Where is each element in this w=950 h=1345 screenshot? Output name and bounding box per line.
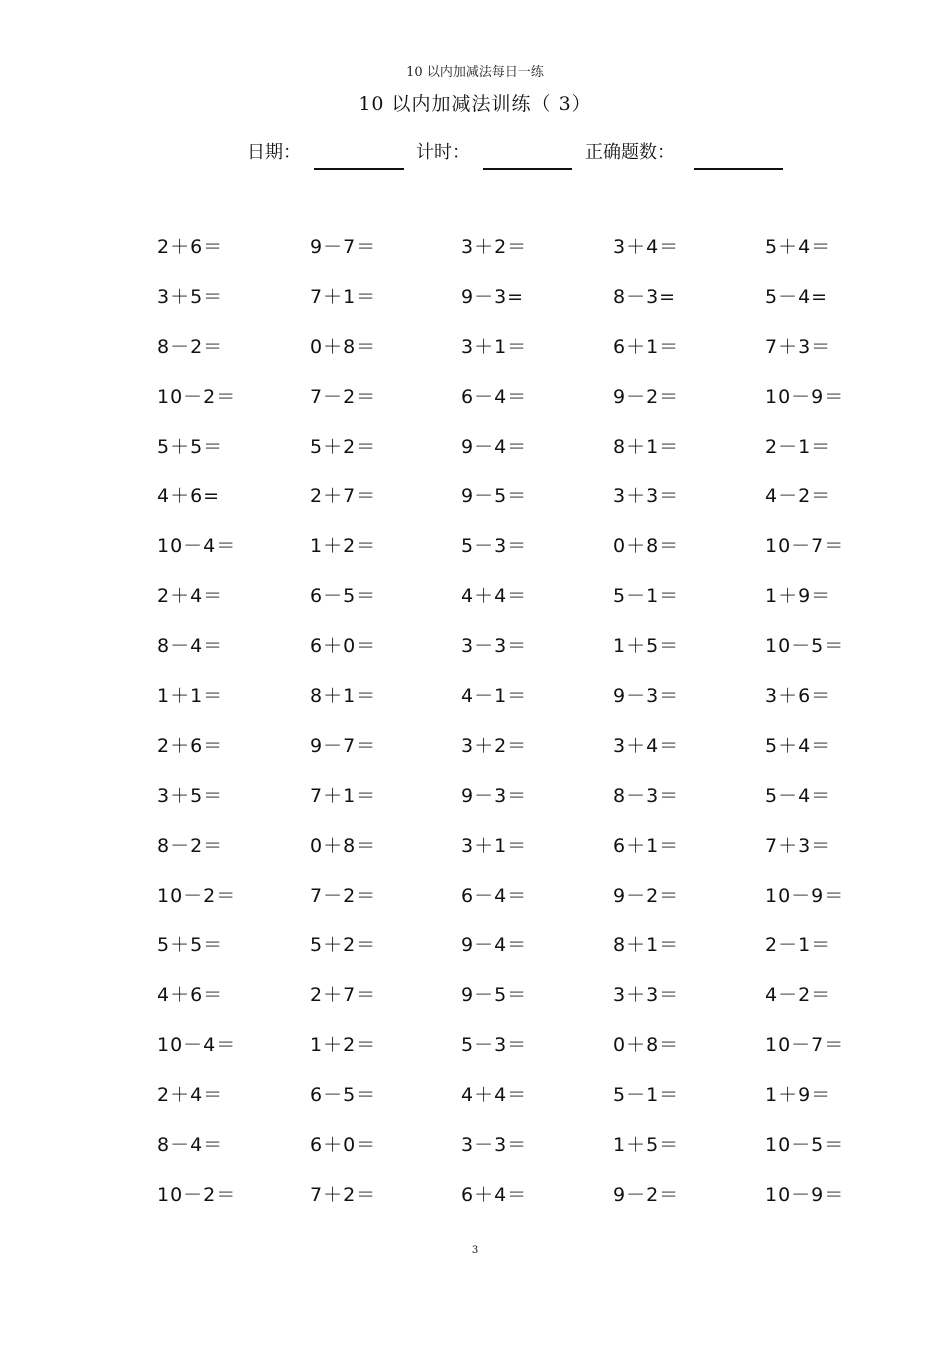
correct-count-blank xyxy=(694,168,783,170)
problem-cell: 2＋7＝ xyxy=(310,984,377,1007)
problem-row xyxy=(0,581,950,631)
problem-cell: 7＋1＝ xyxy=(310,784,377,807)
problem-cell: 7＋3＝ xyxy=(765,335,832,358)
problem-cell: 8－4＝ xyxy=(157,635,224,658)
problem-cell: 3＋6＝ xyxy=(765,685,832,708)
problem-cell: 6＋1＝ xyxy=(613,834,680,857)
problem-cell: 2＋4＝ xyxy=(157,1084,224,1107)
problem-row xyxy=(0,781,950,831)
problem-cell: 5－1＝ xyxy=(613,585,680,608)
problem-cell: 1＋5＝ xyxy=(613,1134,680,1157)
problem-cell: 10－7＝ xyxy=(765,1034,845,1057)
problem-cell: 2－1＝ xyxy=(765,435,832,458)
problem-row xyxy=(0,980,950,1030)
problem-row xyxy=(0,881,950,931)
problem-cell: 3＋3＝ xyxy=(613,485,680,508)
problem-row xyxy=(0,282,950,332)
problem-cell: 7＋2＝ xyxy=(310,1183,377,1206)
problem-cell: 10－9＝ xyxy=(765,1183,845,1206)
problem-row xyxy=(0,1030,950,1080)
problem-cell: 2－1＝ xyxy=(765,934,832,957)
problem-cell: 5－3＝ xyxy=(461,1034,528,1057)
problem-cell: 8－3= xyxy=(613,285,677,308)
problem-row xyxy=(0,681,950,731)
problem-cell: 4－1＝ xyxy=(461,685,528,708)
problem-row xyxy=(0,1180,950,1230)
problem-cell: 4＋6＝ xyxy=(157,984,224,1007)
problem-cell: 6＋1＝ xyxy=(613,335,680,358)
problem-cell: 3＋4＝ xyxy=(613,236,680,258)
problem-row xyxy=(0,382,950,432)
problem-cell: 6＋4＝ xyxy=(461,1183,528,1206)
problem-cell: 10－9＝ xyxy=(765,884,845,907)
worksheet-meta xyxy=(0,138,950,178)
problem-cell: 3＋1＝ xyxy=(461,335,528,358)
problem-cell: 0＋8＝ xyxy=(310,335,377,358)
problem-cell: 1＋9＝ xyxy=(765,585,832,608)
problem-cell: 3＋2＝ xyxy=(461,734,528,757)
problem-cell: 10－4＝ xyxy=(157,1034,237,1057)
problem-cell: 5－1＝ xyxy=(613,1084,680,1107)
problem-cell: 9－7＝ xyxy=(310,734,377,757)
problem-cell: 8＋1＝ xyxy=(613,934,680,957)
problem-cell: 9－2＝ xyxy=(613,385,680,408)
problem-row xyxy=(0,731,950,781)
problem-cell: 1＋9＝ xyxy=(765,1084,832,1107)
problem-cell: 6＋0＝ xyxy=(310,1134,377,1157)
problem-cell: 7＋1＝ xyxy=(310,285,377,308)
problem-cell: 10－2＝ xyxy=(157,385,237,408)
problem-cell: 2＋6＝ xyxy=(157,236,224,258)
problem-row xyxy=(0,332,950,382)
problem-cell: 3＋2＝ xyxy=(461,236,528,258)
problem-cell: 10－5＝ xyxy=(765,1134,845,1157)
problem-cell: 0＋8＝ xyxy=(310,834,377,857)
problem-grid xyxy=(0,232,950,1230)
problem-cell: 4－2＝ xyxy=(765,984,832,1007)
problem-cell: 10－5＝ xyxy=(765,635,845,658)
problem-cell: 6－5＝ xyxy=(310,585,377,608)
problem-cell: 3＋5＝ xyxy=(157,784,224,807)
problem-cell: 10－4＝ xyxy=(157,535,237,558)
problem-cell: 9－3= xyxy=(461,285,525,308)
problem-cell: 7－2＝ xyxy=(310,385,377,408)
problem-row xyxy=(0,432,950,482)
problem-cell: 5＋4＝ xyxy=(765,734,832,757)
problem-cell: 4－2＝ xyxy=(765,485,832,508)
problem-row xyxy=(0,232,950,282)
time-label: 计时： xyxy=(416,142,470,163)
problem-cell: 3＋5＝ xyxy=(157,285,224,308)
problem-row xyxy=(0,930,950,980)
date-blank xyxy=(314,168,404,170)
time-blank xyxy=(483,168,572,170)
problem-cell: 4＋6= xyxy=(157,485,221,508)
problem-cell: 3－3＝ xyxy=(461,635,528,658)
problem-cell: 10－9＝ xyxy=(765,385,845,408)
problem-cell: 5＋4＝ xyxy=(765,236,832,258)
problem-cell: 9－3＝ xyxy=(461,784,528,807)
problem-cell: 8－2＝ xyxy=(157,335,224,358)
problem-cell: 5＋5＝ xyxy=(157,435,224,458)
problem-row xyxy=(0,831,950,881)
problem-row xyxy=(0,481,950,531)
problem-cell: 9－4＝ xyxy=(461,934,528,957)
problem-cell: 5＋2＝ xyxy=(310,435,377,458)
problem-cell: 1＋2＝ xyxy=(310,535,377,558)
problem-cell: 1＋5＝ xyxy=(613,635,680,658)
problem-cell: 10－7＝ xyxy=(765,535,845,558)
problem-cell: 5－4= xyxy=(765,285,829,308)
problem-cell: 3＋4＝ xyxy=(613,734,680,757)
problem-cell: 8－3＝ xyxy=(613,784,680,807)
problem-cell: 2＋6＝ xyxy=(157,734,224,757)
problem-cell: 9－2＝ xyxy=(613,1183,680,1206)
problem-cell: 8＋1＝ xyxy=(310,685,377,708)
problem-cell: 10－2＝ xyxy=(157,884,237,907)
problem-cell: 4＋4＝ xyxy=(461,585,528,608)
problem-cell: 10－2＝ xyxy=(157,1183,237,1206)
problem-cell: 5＋5＝ xyxy=(157,934,224,957)
problem-cell: 3－3＝ xyxy=(461,1134,528,1157)
problem-row xyxy=(0,1130,950,1180)
problem-cell: 9－4＝ xyxy=(461,435,528,458)
problem-cell: 9－3＝ xyxy=(613,685,680,708)
problem-cell: 9－5＝ xyxy=(461,485,528,508)
correct-count-label: 正确题数： xyxy=(585,142,675,163)
problem-cell: 1＋1＝ xyxy=(157,685,224,708)
date-label: 日期： xyxy=(247,142,301,163)
problem-row xyxy=(0,631,950,681)
running-header: 10 以内加减法每日一练 xyxy=(406,65,544,80)
problem-cell: 8－2＝ xyxy=(157,834,224,857)
problem-cell: 9－2＝ xyxy=(613,884,680,907)
problem-cell: 3＋1＝ xyxy=(461,834,528,857)
problem-cell: 7＋3＝ xyxy=(765,834,832,857)
problem-cell: 0＋8＝ xyxy=(613,1034,680,1057)
problem-cell: 6＋0＝ xyxy=(310,635,377,658)
problem-cell: 3＋3＝ xyxy=(613,984,680,1007)
problem-cell: 2＋4＝ xyxy=(157,585,224,608)
problem-row xyxy=(0,1080,950,1130)
problem-cell: 0＋8＝ xyxy=(613,535,680,558)
problem-cell: 4＋4＝ xyxy=(461,1084,528,1107)
problem-cell: 8＋1＝ xyxy=(613,435,680,458)
problem-cell: 6－5＝ xyxy=(310,1084,377,1107)
page-number: 3 xyxy=(471,1245,479,1256)
problem-cell: 6－4＝ xyxy=(461,385,528,408)
problem-cell: 5－3＝ xyxy=(461,535,528,558)
worksheet-title: 10 以内加减法训练（ 3） xyxy=(358,93,592,115)
problem-cell: 5＋2＝ xyxy=(310,934,377,957)
problem-cell: 8－4＝ xyxy=(157,1134,224,1157)
problem-row xyxy=(0,531,950,581)
problem-cell: 6－4＝ xyxy=(461,884,528,907)
problem-cell: 5－4＝ xyxy=(765,784,832,807)
problem-cell: 2＋7＝ xyxy=(310,485,377,508)
problem-cell: 1＋2＝ xyxy=(310,1034,377,1057)
problem-cell: 9－7＝ xyxy=(310,236,377,258)
problem-cell: 7－2＝ xyxy=(310,884,377,907)
problem-cell: 9－5＝ xyxy=(461,984,528,1007)
